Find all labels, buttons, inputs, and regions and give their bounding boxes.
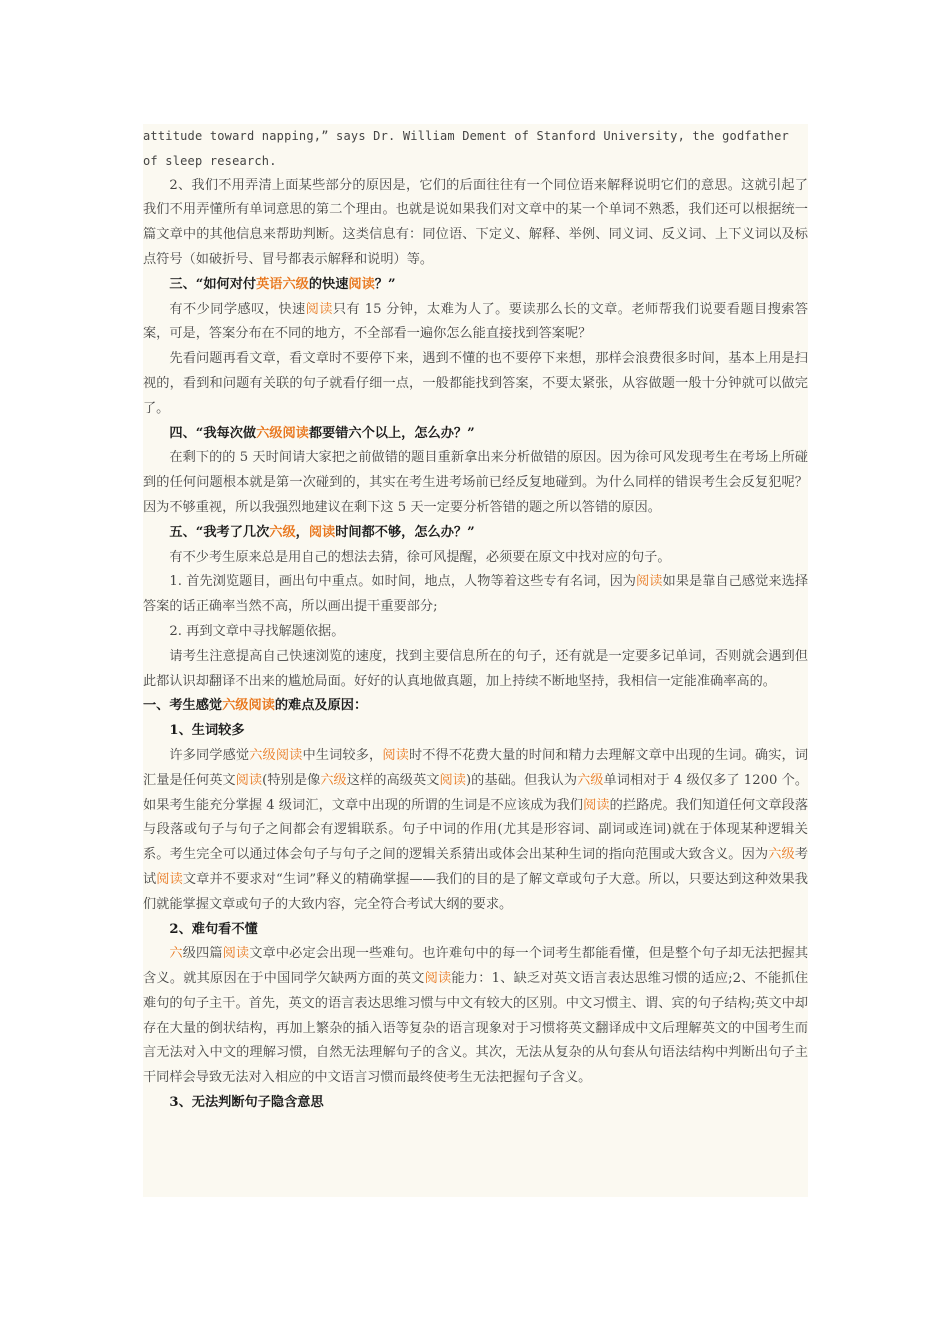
keyword-highlight: 阅读	[583, 797, 610, 813]
section-heading	[143, 273, 808, 298]
text-run: )的基础。但我认为	[465, 772, 578, 788]
body-paragraph	[143, 546, 808, 571]
text-run: 单词相对于 4 级仅多了 1200 个。如果考生能充分掌握 4 级词汇，文章中出现的所谓的生词是不应该成为我们	[143, 772, 809, 813]
text-run: attitude toward napping,” says Dr. William Dement of Stanford University, the godfather of sleep research.	[143, 129, 789, 168]
text-run: 1. 首先浏览题目，画出句中重点。如时间，地点，人物等着这些专有名词，因为	[169, 574, 637, 590]
section-heading	[143, 719, 808, 744]
keyword-highlight: 阅读	[382, 747, 409, 763]
text-run: 这样的高级英文	[346, 772, 440, 788]
body-paragraph	[143, 620, 808, 645]
body-paragraph	[143, 446, 808, 520]
text-run: (特别是像	[262, 772, 321, 788]
text-run: 考试	[143, 847, 809, 887]
text-run: 四、“我每次做	[169, 425, 257, 441]
text-run: 2、难句看不懂	[169, 921, 258, 937]
keyword-highlight: 六级阅读	[256, 425, 309, 441]
keyword-highlight: 六级	[269, 524, 296, 540]
text-run: 的难点及原因：	[274, 698, 368, 714]
text-run: 的快速	[308, 276, 349, 292]
document-page	[143, 124, 808, 1197]
text-run: 能力：1、缺乏对英文语言表达思维习惯的适应;2、不能抓住难句的句子主干。首先，英文的语言表达思维习惯与中文有较大的区别。中文习惯主、谓、宾的句子结构;英文中却存在大量的倒状结构，再加上繁杂的插入语等复杂的语言现象对于习惯将英文翻译成中文后理解英文的中国考生而言无法对入中文的理解习惯，自然无法理解句子的含义。其次，无法从复杂的从句套从句语法结构中判断出句子主干同样会导致无法对入相应的中文语言习惯而最终使考生无法把握句子含义。	[143, 971, 809, 1086]
body-paragraph	[143, 298, 808, 348]
keyword-highlight: 六级	[577, 772, 604, 788]
text-run: 文章中必定会出现一些难句。也许难句中的每一个词考生都能看懂，但是整个句子却无法把握其含义。就其原因在于中国同学欠缺两方面的英文	[143, 946, 809, 987]
keyword-highlight: 阅读	[348, 276, 375, 292]
section-heading	[143, 1091, 808, 1116]
keyword-highlight: 六级	[768, 847, 795, 863]
text-run: 都要错六个以上，怎么办？”	[308, 425, 475, 441]
text-run: 有不少考生原来总是用自己的想法去猜，徐可风提醒，必须要在原文中找对应的句子。	[169, 549, 671, 565]
keyword-highlight: 阅读	[156, 871, 183, 887]
section-heading	[143, 521, 808, 546]
body-paragraph	[143, 570, 808, 620]
text-run: 3、无法判断句子隐含意思	[169, 1095, 324, 1111]
text-run: 2、我们不用弄清上面某些部分的原因是，它们的后面往往有一个同位语来解释说明它们的意思。这就引起了我们不用弄懂所有单词意思的第二个理由。也就是说如果我们对文章中的某一个单词不熟悉，我们还可以根据统一篇文章中的其他信息来帮助判断。这类信息有：同位语、下定义、解释、举例、同义词、反义词、上下义词以及标点符号（如破折号、冒号都表示解释和说明）等。	[143, 177, 808, 267]
text-run: 的拦路虎。我们知道任何文章段落与段落或句子与句子之间都会有逻辑联系。句子中词的作用(尤其是形容词、副词或连词)就在于体现某种逻辑关系。考生完全可以通过体会句子与句子之间的逻辑关系猜出或体会出某种生词的指向范围或大致含义。因为	[143, 797, 809, 863]
body-paragraph	[143, 645, 808, 695]
text-run: 如果是靠自己感觉来选择答案的话正确率当然不高，所以画出提干重要部分;	[143, 574, 809, 615]
text-run: 文章并不要求对“生词”释义的精确掌握——我们的目的是了解文章或句子大意。所以，只要达到这种效果我们就能掌握文章或句子的大致内容，完全符合考试大纲的要求。	[143, 871, 808, 912]
keyword-highlight: 阅读	[424, 971, 452, 987]
body-paragraph	[143, 174, 808, 273]
text-run: ，	[295, 524, 309, 540]
body-paragraph	[143, 744, 808, 918]
keyword-highlight: 阅读	[439, 772, 466, 788]
keyword-highlight: 六级阅读	[222, 698, 275, 714]
body-paragraph	[143, 347, 808, 421]
text-run: 先看问题再看文章，看文章时不要停下来，遇到不懂的也不要停下来想，那样会浪费很多时间，基本上用是扫视的，看到和问题有关联的句子就看仔细一点，一般都能找到答案，不要太紧张，从容做题一般十分钟就可以做完了。	[143, 351, 808, 416]
text-run: 有不少同学感叹，快速	[169, 301, 306, 317]
text-run: 级四篇	[182, 946, 223, 962]
keyword-highlight: 阅读	[222, 946, 250, 962]
text-run: 三、“如何对付	[169, 276, 257, 292]
text-run: ？”	[374, 276, 396, 292]
text-run: 一、考生感觉	[143, 698, 223, 714]
section-heading	[143, 694, 808, 719]
keyword-highlight: 六	[169, 946, 183, 962]
text-run: 只有 15 分钟，太难为人了。要读那么长的文章。老师帮我们说要看题目搜索答案，可是，答案分布在不同的地方，不全部看一遍你怎么能直接找到答案呢？	[143, 301, 809, 342]
english-quote-paragraph	[143, 124, 808, 174]
text-run: 1、生词较多	[169, 723, 245, 739]
text-run: 许多同学感觉	[169, 747, 250, 763]
text-run: 时不得不花费大量的时间和精力去理解文章中出现的生词。确实，词汇量是任何英文	[143, 747, 809, 788]
keyword-highlight: 阅读	[308, 524, 336, 540]
body-paragraph	[143, 942, 808, 1091]
text-run: 2. 再到文章中寻找解题依据。	[169, 623, 345, 639]
section-heading	[143, 422, 808, 447]
keyword-highlight: 阅读	[305, 301, 333, 317]
keyword-highlight: 阅读	[235, 772, 263, 788]
text-run: 中生词较多，	[302, 747, 383, 763]
text-run: 时间都不够，怎么办？”	[335, 524, 475, 540]
text-run: 请考生注意提高自己快速浏览的速度，找到主要信息所在的句子，还有就是一定要多记单词，否则就会遇到但此都认识却翻译不出来的尴尬局面。好好的认真地做真题，加上持续不断地坚持，我相信一定能准确率高的。	[143, 648, 808, 689]
keyword-highlight: 六级阅读	[249, 747, 303, 763]
section-heading	[143, 918, 808, 943]
keyword-highlight: 英语六级	[256, 276, 309, 292]
keyword-highlight: 阅读	[636, 574, 663, 590]
keyword-highlight: 六级	[320, 772, 347, 788]
text-run: 五、“我考了几次	[169, 524, 270, 540]
text-run: 在剩下的的 5 天时间请大家把之前做错的题目重新拿出来分析做错的原因。因为徐可风发现考生在考场上所碰到的任何问题根本就是第一次碰到的，其实在考生进考场前已经反复地碰到。为什么同样的错误考生会反复犯呢？因为不够重视，所以我强烈地建议在剩下这 5 天一定要分析答错的题之所以答错的原因。	[143, 450, 808, 515]
